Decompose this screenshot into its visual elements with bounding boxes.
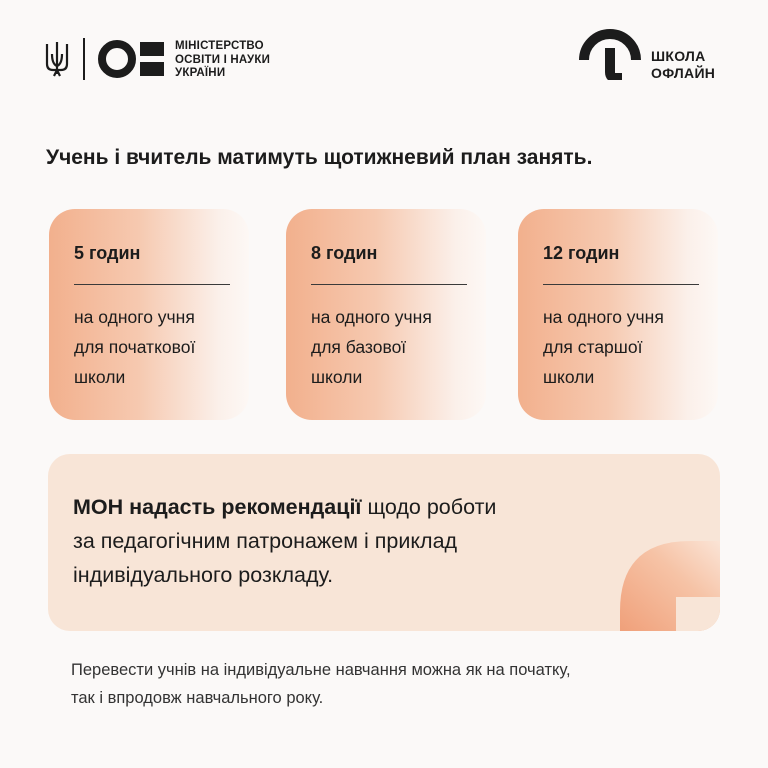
school-name-line: ШКОЛА — [651, 48, 706, 64]
ministry-name — [175, 40, 270, 81]
ministry-name-line: УКРАЇНИ — [175, 67, 226, 79]
card-description-line: школи — [74, 367, 126, 387]
school-name — [651, 48, 715, 82]
card-description-line: для старшої — [543, 337, 643, 357]
card-hours: 8 годин — [311, 243, 378, 263]
header-divider — [83, 38, 85, 80]
footer-note — [71, 656, 571, 712]
card-hours: 5 годин — [74, 243, 141, 263]
card-description-line: для базової — [311, 337, 407, 357]
card-divider — [311, 284, 467, 285]
card-description — [543, 302, 664, 392]
header — [0, 0, 768, 120]
card-description-line: на одного учня — [543, 307, 664, 327]
recommendation-line-1-rest: щодо роботи — [361, 495, 497, 519]
card-divider — [543, 284, 699, 285]
card-description-line: для початкової — [74, 337, 196, 357]
recommendation-text — [73, 490, 496, 592]
school-offline-logo-icon — [578, 26, 642, 80]
recommendation-line-3: індивідуального розкладу. — [73, 563, 334, 587]
mon-logo-icon — [98, 40, 166, 78]
ukraine-trident-icon — [44, 40, 70, 78]
card-hours: 12 годин — [543, 243, 620, 263]
card-description-line: на одного учня — [74, 307, 195, 327]
school-name-line: ОФЛАЙН — [651, 65, 716, 81]
ministry-name-line: ОСВІТИ І НАУКИ — [175, 53, 271, 66]
ministry-name-line: МІНІСТЕРСТВО — [175, 40, 264, 52]
card-description — [311, 302, 432, 392]
card-description — [74, 302, 195, 392]
hours-card-primary — [49, 209, 249, 420]
recommendation-bold: МОН надасть рекомендації — [73, 495, 362, 519]
footer-line: так і впродовж навчального року. — [71, 689, 324, 707]
card-description-line: школи — [311, 367, 363, 387]
footer-line: Перевести учнів на індивідуальне навчання можна як на початку, — [71, 661, 571, 679]
recommendation-line-2: за педагогічним патронажем і приклад — [73, 529, 458, 553]
hours-card-basic — [286, 209, 486, 420]
card-description-line: школи — [543, 367, 595, 387]
recommendation-box — [48, 454, 720, 631]
decorative-corner-shape — [580, 511, 720, 631]
headline: Учень і вчитель матимуть щотижневий план занять. — [46, 146, 593, 169]
hours-card-senior — [518, 209, 718, 420]
card-description-line: на одного учня — [311, 307, 432, 327]
card-divider — [74, 284, 230, 285]
